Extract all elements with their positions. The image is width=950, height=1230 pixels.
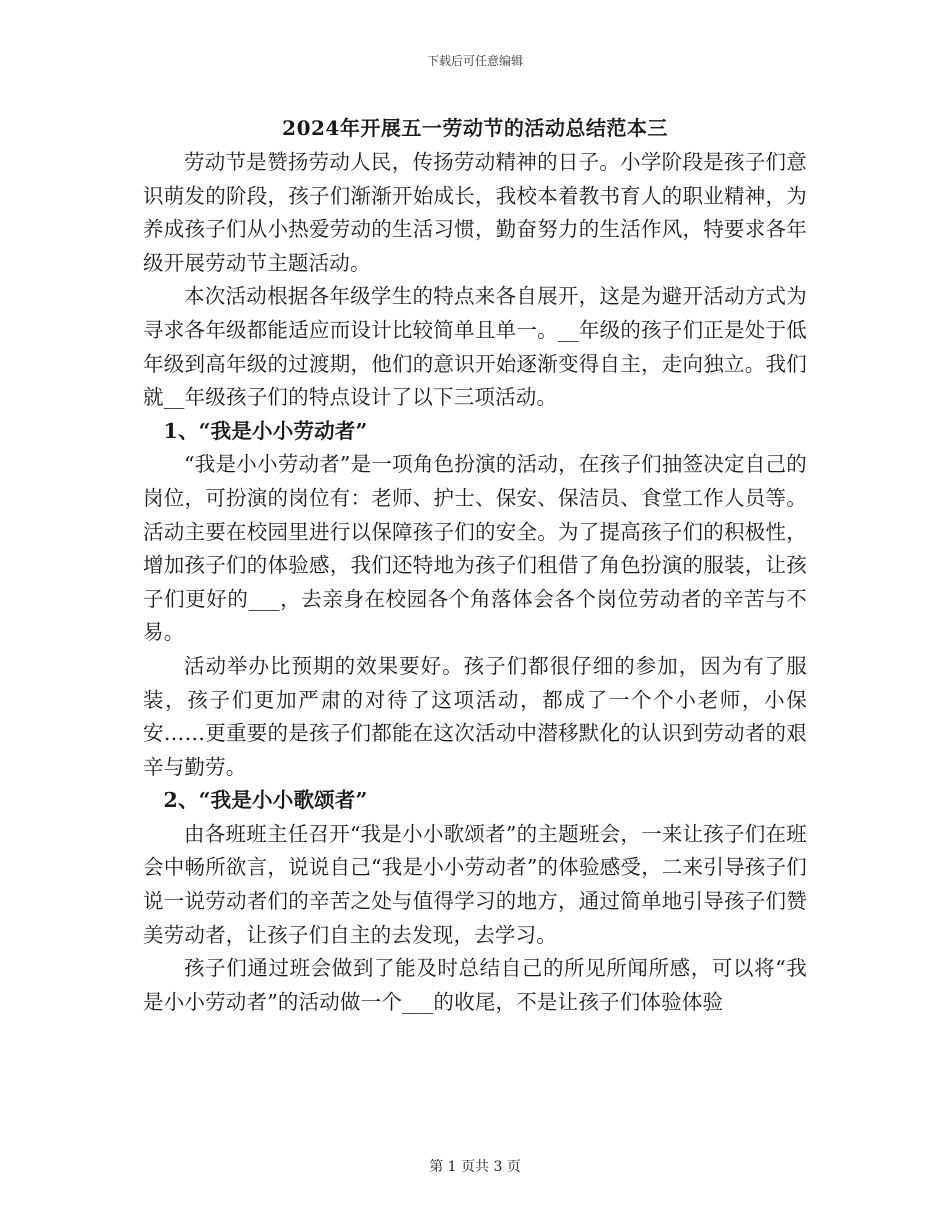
section-heading-1: 1、“我是小小劳动者” — [163, 418, 368, 443]
paragraph-activity-2-description: 由各班班主任召开“我是小小歌颂者”的主题班会，一来让孩子们在班会中畅所欲言，说说自己“我是小小劳动者”的体验感受，二来引导孩子们说一说劳动者们的辛苦之处与值得学习的地方，通过简单地引导孩子们赞美劳动者，让孩子们自主的去发现，去学习。 — [143, 821, 807, 947]
header-note: 下载后可任意编辑 — [426, 54, 523, 68]
paragraph-activity-1-result: 活动举办比预期的效果要好。孩子们都很仔细的参加，因为有了服装，孩子们更加严肃的对待了这项活动，都成了一个个小老师，小保安……更重要的是孩子们都能在这次活动中潜移默化的认识到劳动者的艰辛与勤劳。 — [143, 653, 807, 779]
section-heading-2: 2、“我是小小歌颂者” — [163, 788, 368, 813]
document-body — [143, 146, 807, 1019]
document-title: 2024年开展五一劳动节的活动总结范本三 — [282, 116, 668, 140]
paragraph-activity-2-result: 孩子们通过班会做到了能及时总结自己的所见所闻所感，可以将“我是小小劳动者”的活动做一个___的收尾，不是让孩子们体验体验 — [143, 956, 807, 1014]
paragraph-activity-design: 本次活动根据各年级学生的特点来各自展开，这是为避开活动方式为寻求各年级都能适应而设计比较简单且单一。__年级的孩子们正是处于低年级到高年级的过渡期，他们的意识开始逐渐变得自主，走向独立。我们就__年级孩子们的特点设计了以下三项活动。 — [143, 284, 807, 410]
paragraph-intro: 劳动节是赞扬劳动人民，传扬劳动精神的日子。小学阶段是孩子们意识萌发的阶段，孩子们渐渐开始成长，我校本着教书育人的职业精神，为养成孩子们从小热爱劳动的生活习惯，勤奋努力的生活作风，特要求各年级开展劳动节主题活动。 — [143, 150, 807, 275]
paragraph-activity-1-description: “我是小小劳动者”是一项角色扮演的活动，在孩子们抽签决定自己的岗位，可扮演的岗位有：老师、护士、保安、保洁员、食堂工作人员等。活动主要在校园里进行以保障孩子们的安全。为了提高孩子们的积极性，增加孩子们的体验感，我们还特地为孩子们租借了角色扮演的服装，让孩子们更好的___，去亲身在校园各个角落体会各个岗位劳动者的辛苦与不易。 — [143, 452, 807, 645]
page-number: 第 1 页共 3 页 — [429, 1159, 521, 1175]
